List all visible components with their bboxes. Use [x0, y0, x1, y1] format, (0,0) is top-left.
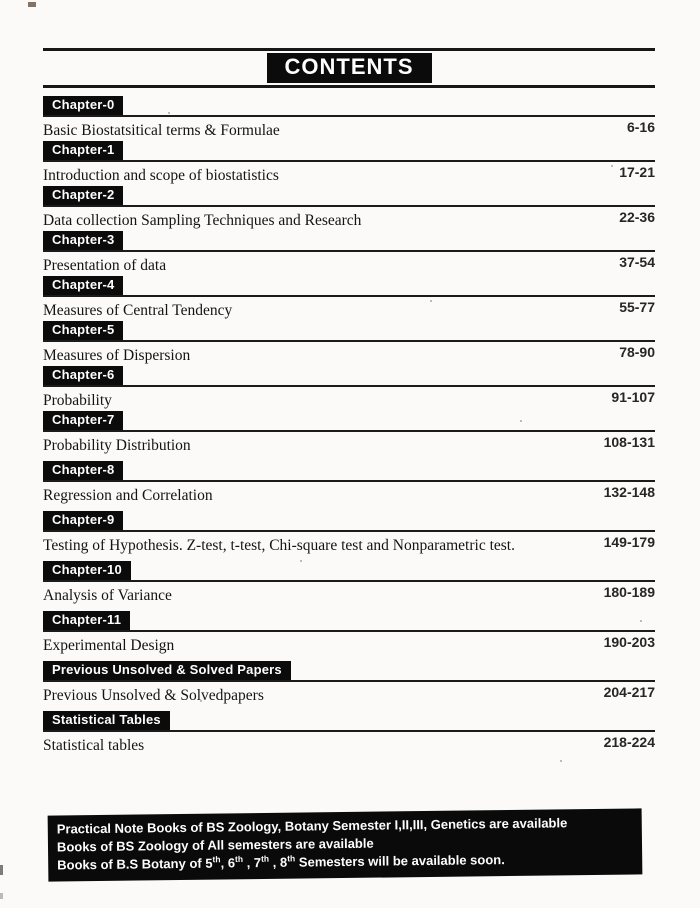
chapter-badge-row	[43, 561, 655, 582]
scan-artifact	[611, 165, 613, 167]
chapter-badge-row	[43, 96, 655, 117]
chapter-badge: Chapter-10	[43, 561, 131, 580]
toc-entry-row	[43, 164, 655, 185]
chapter-title: Probability	[43, 392, 112, 409]
section-badge-row	[43, 661, 655, 682]
chapter-title: Analysis of Variance	[43, 587, 172, 604]
toc-entry-chapter-9	[43, 511, 655, 555]
scan-artifact	[0, 865, 3, 875]
toc-entry-row	[43, 389, 655, 410]
notice-line-3-text: Books of B.S Botany of 5	[57, 855, 213, 873]
section-pages: 204-217	[603, 684, 655, 700]
toc-entry-row	[43, 434, 655, 455]
chapter-pages: 17-21	[619, 164, 655, 180]
chapter-pages: 91-107	[611, 389, 655, 405]
chapter-pages: 108-131	[603, 434, 655, 450]
chapter-title: Data collection Sampling Techniques and Research	[43, 212, 362, 229]
chapter-badge-row	[43, 321, 655, 342]
toc-entry-chapter-7	[43, 411, 655, 455]
toc-entry-chapter-10	[43, 561, 655, 605]
page-title: CONTENTS	[267, 53, 432, 83]
scan-artifact	[168, 112, 170, 114]
ordinal-suffix: th	[234, 853, 244, 865]
scan-artifact	[520, 420, 522, 422]
toc-entry-chapter-4	[43, 276, 655, 320]
toc-entry-row	[43, 209, 655, 230]
chapter-badge-row	[43, 231, 655, 252]
scan-artifact	[200, 700, 202, 702]
toc-entry-row	[43, 734, 655, 755]
toc-entry-chapter-0	[43, 96, 655, 140]
scan-artifact	[560, 760, 562, 762]
chapter-badge: Chapter-7	[43, 411, 123, 430]
chapter-pages: 22-36	[619, 209, 655, 225]
chapter-badge: Chapter-9	[43, 511, 123, 530]
chapter-title: Experimental Design	[43, 637, 175, 654]
chapter-badge-row	[43, 141, 655, 162]
notice-line-3-text: Semesters will be available soon.	[295, 852, 505, 870]
ordinal-suffix: th	[287, 853, 296, 864]
chapter-badge: Chapter-3	[43, 231, 123, 250]
toc-entry-statistical-tables	[43, 711, 655, 755]
chapter-badge-row	[43, 461, 655, 482]
chapter-badge-row	[43, 366, 655, 387]
chapter-title: Measures of Central Tendency	[43, 302, 233, 319]
toc-entry-row	[43, 634, 655, 655]
chapter-badge: Chapter-11	[43, 611, 130, 630]
toc-entry-chapter-2	[43, 186, 655, 230]
section-badge-row	[43, 711, 655, 732]
toc-entry-row	[43, 484, 655, 505]
chapter-pages: 149-179	[603, 534, 655, 550]
chapter-badge: Chapter-2	[43, 186, 123, 205]
chapter-pages: 190-203	[603, 634, 655, 650]
toc-entry-row	[43, 299, 655, 320]
toc-entry-row	[43, 684, 655, 705]
toc-entry-chapter-6	[43, 366, 655, 410]
chapter-badge: Chapter-5	[43, 321, 123, 340]
section-badge: Statistical Tables	[43, 711, 170, 730]
chapter-pages: 180-189	[603, 584, 655, 600]
chapter-badge-row	[43, 611, 655, 632]
header-rule-bottom	[43, 85, 655, 88]
chapter-badge: Chapter-8	[43, 461, 123, 480]
toc-entry-row	[43, 254, 655, 275]
chapter-badge: Chapter-6	[43, 366, 123, 385]
ordinal-suffix: th	[212, 854, 221, 865]
toc-entry-previous-papers	[43, 661, 655, 705]
chapter-badge-row	[43, 186, 655, 207]
chapter-pages: 55-77	[619, 299, 655, 315]
ordinal-suffix: th	[261, 853, 270, 864]
toc-entry-chapter-11	[43, 611, 655, 655]
chapter-title: Probability Distribution	[43, 437, 191, 454]
scan-artifact	[28, 2, 36, 7]
chapter-title: Presentation of data	[43, 257, 167, 274]
chapter-badge: Chapter-1	[43, 141, 123, 160]
section-badge: Previous Unsolved & Solved Papers	[43, 661, 291, 680]
chapter-title: Measures of Dispersion	[43, 347, 191, 364]
notice-line-3-text: , 8	[269, 854, 288, 870]
notice-line-2: Books of BS Zoology of All semesters are available	[56, 835, 374, 855]
toc-entry-chapter-1	[43, 141, 655, 185]
toc-entry-row	[43, 584, 655, 605]
scan-artifact	[430, 300, 432, 302]
scan-artifact	[300, 560, 302, 562]
chapter-title: Basic Biostatsitical terms & Formulae	[43, 122, 280, 139]
toc-entry-row	[43, 119, 655, 140]
chapter-title: Introduction and scope of biostatistics	[43, 167, 279, 184]
section-title: Statistical tables	[43, 737, 145, 754]
chapter-badge: Chapter-0	[43, 96, 123, 115]
contents-header	[43, 48, 655, 88]
chapter-title: Testing of Hypothesis. Z-test, t-test, Chi-square test and Nonparametric test.	[43, 537, 515, 554]
chapter-badge-row	[43, 511, 655, 532]
chapter-pages: 37-54	[619, 254, 655, 270]
chapter-pages: 132-148	[603, 484, 655, 500]
chapter-badge-row	[43, 411, 655, 432]
notice-line-1: Practical Note Books of BS Zoology, Botany Semester I,II,III, Genetics are available	[56, 815, 568, 837]
toc-list	[43, 96, 655, 755]
scan-artifact	[640, 620, 642, 622]
toc-entry-chapter-3	[43, 231, 655, 275]
availability-notice	[48, 808, 643, 881]
chapter-badge-row	[43, 276, 655, 297]
header-rule-top	[43, 48, 655, 51]
notice-line-3-text: , 6	[220, 855, 236, 871]
scan-artifact	[0, 893, 3, 899]
chapter-badge: Chapter-4	[43, 276, 123, 295]
section-pages: 218-224	[603, 734, 655, 750]
toc-entry-row	[43, 534, 655, 555]
section-title: Previous Unsolved & Solvedpapers	[43, 687, 264, 704]
toc-entry-chapter-8	[43, 461, 655, 505]
chapter-title: Regression and Correlation	[43, 487, 213, 504]
chapter-pages: 6-16	[626, 119, 655, 135]
toc-entry-chapter-5	[43, 321, 655, 365]
toc-entry-row	[43, 344, 655, 365]
notice-line-3-text: , 7	[242, 855, 262, 871]
chapter-pages: 78-90	[619, 344, 655, 360]
